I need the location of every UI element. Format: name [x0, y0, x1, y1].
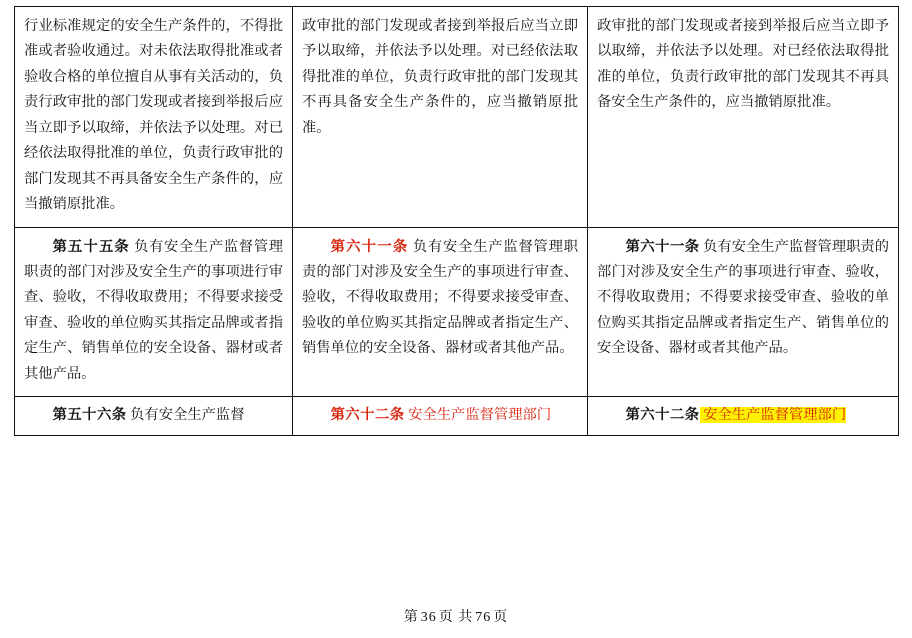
article-number: 第六十一条	[330, 238, 409, 255]
article-paragraph	[24, 235, 283, 388]
article-body: 负有安全生产监督	[126, 407, 245, 424]
footer-suffix: 页	[493, 610, 509, 625]
footer-prefix: 第	[403, 610, 419, 625]
cell-col1	[15, 397, 293, 435]
table-row	[15, 7, 899, 228]
article-number: 第六十一条	[625, 238, 700, 255]
paragraph-text: 政审批的部门发现或者接到举报后应当立即予以取缔，并依法予以处理。对已经依法取得批准的单位，负责行政审批的部门发现其不再具备安全生产条件的，应当撤销原批准。	[302, 18, 578, 136]
cell-col3	[588, 227, 899, 397]
cell-col2	[293, 397, 588, 435]
article-paragraph	[597, 403, 889, 428]
article-paragraph	[302, 235, 578, 362]
cell-col2	[293, 7, 588, 228]
article-body-emphasis: 安全生产监督管理部门	[404, 407, 552, 424]
article-paragraph	[302, 403, 578, 428]
article-number: 第五十六条	[52, 407, 127, 424]
article-number: 第五十五条	[52, 238, 130, 255]
article-body: 负有安全生产监督管理职责的部门对涉及安全生产的事项进行审查、验收，不得收取费用；不得要求接受审查、验收的单位购买其指定品牌或者指定生产、销售单位的安全设备、器材或者其他产品。	[24, 238, 284, 382]
article-body: 负有安全生产监督管理职责的部门对涉及安全生产的事项进行审查、验收，不得收取费用；不得要求接受审查、验收的单位购买其指定品牌或者指定生产、销售单位的安全设备、器材或者其他产品。	[302, 238, 579, 357]
cell-col1	[15, 227, 293, 397]
article-paragraph	[24, 403, 283, 428]
page-footer	[0, 606, 912, 626]
article-paragraph	[597, 235, 889, 362]
table-row	[15, 227, 899, 397]
article-body: 负有安全生产监督管理职责的部门对涉及安全生产的事项进行审查、验收，不得收取费用；不得要求接受审查、验收的单位购买其指定品牌或者指定生产、销售单位的安全设备、器材或者其他产品。	[597, 238, 890, 357]
article-body-highlight: 安全生产监督管理部门	[699, 407, 847, 424]
article-number: 第六十二条	[625, 407, 700, 424]
cell-col3	[588, 397, 899, 435]
document-page	[0, 6, 912, 638]
table-row	[15, 397, 899, 435]
footer-current-page: 36	[420, 610, 437, 625]
cell-col2	[293, 227, 588, 397]
cell-col3	[588, 7, 899, 228]
footer-total-pages: 76	[475, 610, 492, 625]
comparison-table	[14, 6, 899, 436]
paragraph-text: 政审批的部门发现或者接到举报后应当立即予以取缔，并依法予以处理。对已经依法取得批准的单位，负责行政审批的部门发现其不再具备安全生产条件的，应当撤销原批准。	[597, 18, 889, 111]
footer-middle: 页 共	[438, 610, 474, 625]
paragraph-text: 行业标准规定的安全生产条件的，不得批准或者验收通过。对未依法取得批准或者验收合格的单位擅自从事有关活动的，负责行政审批的部门发现或者接到举报后应当立即予以取缔，并依法予以处理。对已经依法取得批准的单位，负责行政审批的部门发现其不再具备安全生产条件的，应当撤销原批准。	[24, 18, 283, 213]
cell-col1	[15, 7, 293, 228]
article-number: 第六十二条	[330, 407, 405, 424]
